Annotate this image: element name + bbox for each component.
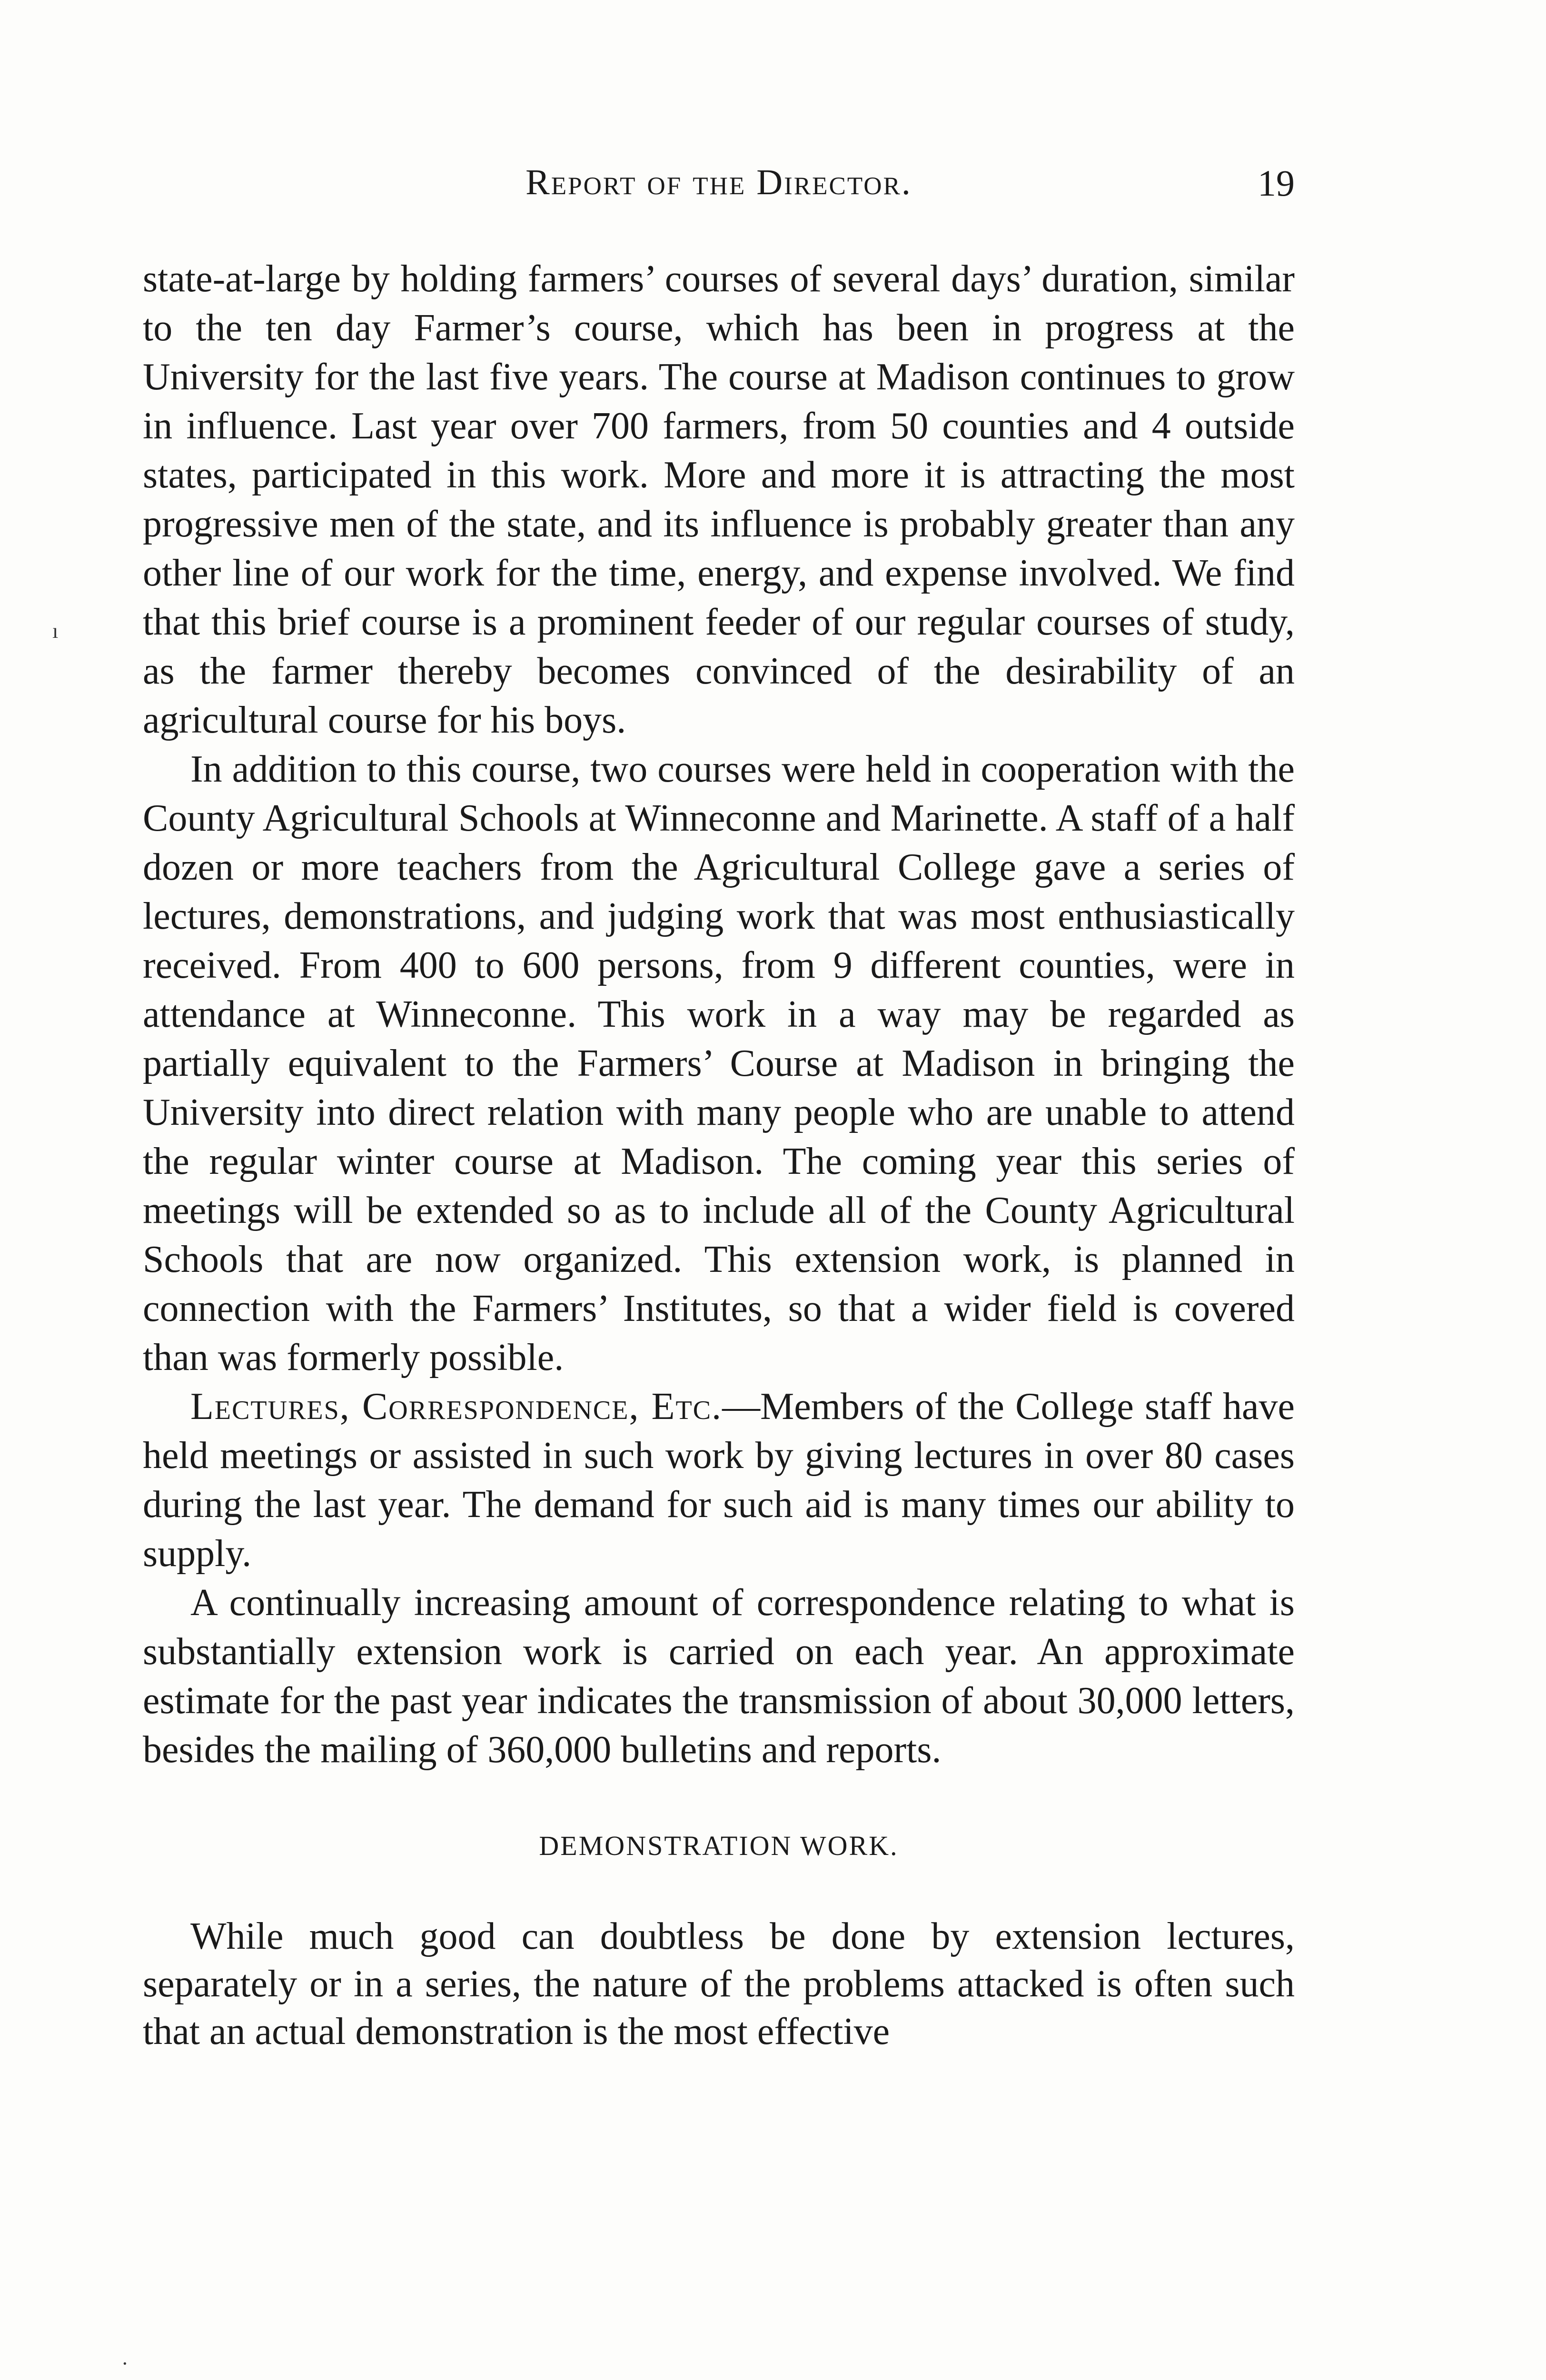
paragraph-county-schools: In addition to this course, two courses were held in cooperation with the County Agricultural Schools at Winneconne and Marinette. A staff of a half dozen or more teachers from the Agricultural College gave a series of lectures, demonstrations, and judging work that was most enthusiastically received. From 400 to 600 persons, from 9 different counties, were in attendance at Winneconne. This work in a way may be regarded as partially equivalent to the Farmers’ Course at Madison in bringing the University into direct relation with many people who are unable to attend the regular winter course at Madison. The coming year this series of meetings will be extended so as to include all of the County Agricultural Schools that are now organized. This extension work, is planned in connection with the Farmers’ Institutes, so that a wider field is covered than was formerly possible.	[143, 748, 1295, 1378]
paragraph-lectures-text: —Members of the College staff have held meetings or assisted in such work by giving lectures in over 80 cases during the last year. The demand for such aid is many times our ability to supply.	[143, 1386, 1295, 1575]
body-text	[143, 255, 1295, 2055]
margin-speck: ·	[121, 2352, 129, 2375]
section-heading: DEMONSTRATION WORK.	[539, 1830, 899, 1861]
paragraph-demonstration: While much good can doubtless be done by extension lectures, separately or in a series, the nature of the problems attacked is often such that an actual demonstration is the most effective	[143, 1915, 1295, 2053]
run-in-heading: Lectures, Correspondence, Etc.	[190, 1386, 723, 1428]
paragraph-continued: state-at-large by holding farmers’ courses of several days’ duration, similar to the ten day Farmer’s course, which has been in progress at the University for the last five years. The course at Madison continues to grow in influence. Last year over 700 farmers, from 50 counties and 4 outside states, participated in this work. More and more it is attracting the most progressive men of the state, and its influence is probably greater than any other line of our work for the time, energy, and expense involved. We find that this brief course is a prominent feeder of our regular courses of study, as the farmer thereby becomes convinced of the desirability of an agricultural course for his boys.	[143, 258, 1295, 741]
running-title: Report of the Director.	[525, 162, 912, 202]
paragraph-correspondence: A continually increasing amount of correspondence relating to what is substantially extension work is carried on each year. An approximate estimate for the past year indicates the transmission of about 30,000 letters, besides the mailing of 360,000 bulletins and reports.	[143, 1582, 1295, 1771]
page-number: 19	[1258, 162, 1295, 204]
running-head	[143, 162, 1295, 214]
paragraph-lectures	[143, 1382, 1295, 1578]
margin-speck: ı	[52, 619, 59, 643]
